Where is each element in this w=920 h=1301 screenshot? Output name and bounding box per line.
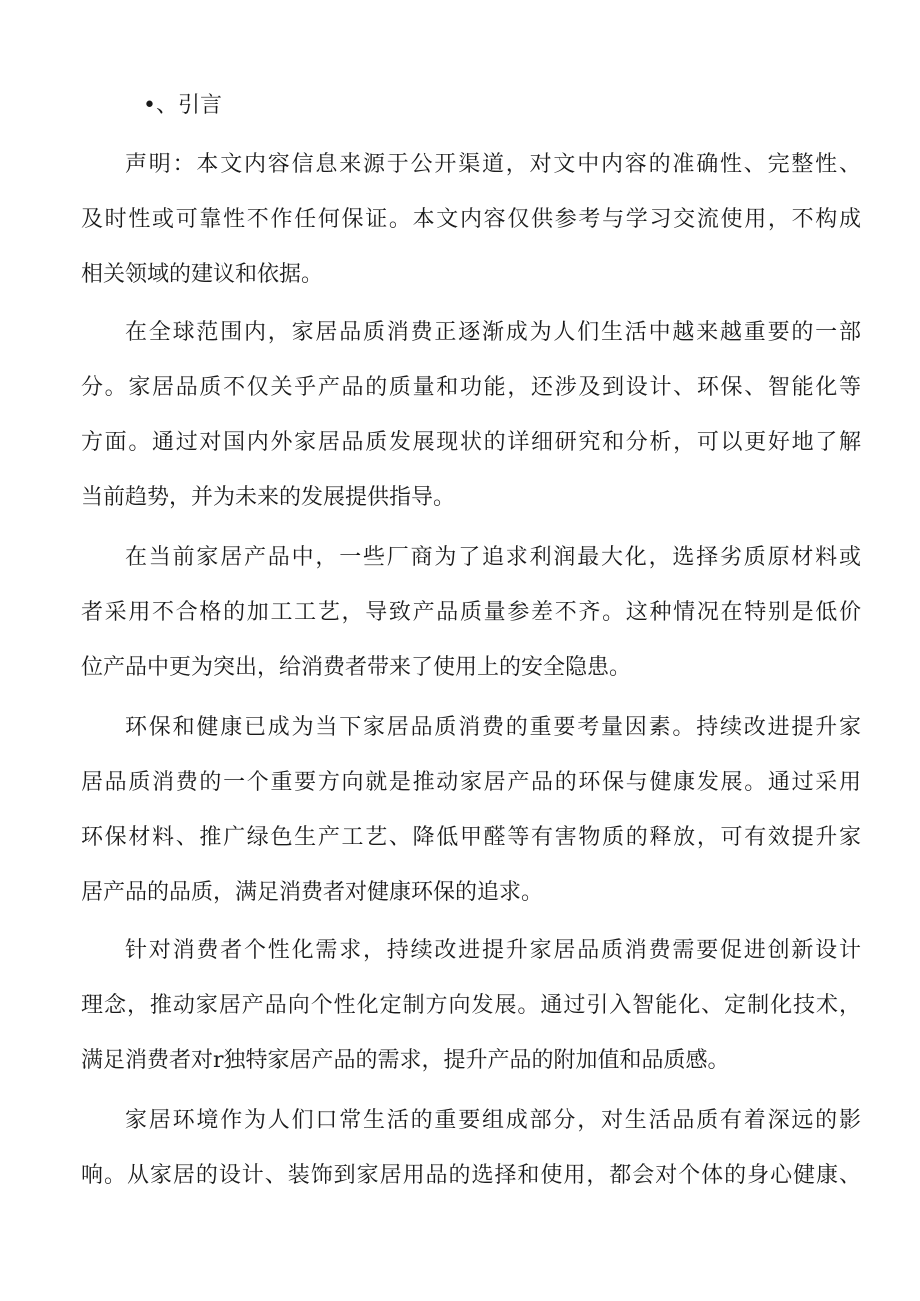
paragraph-line: 分。家居品质不仅关乎产品的质量和功能，还涉及到设计、环保、智能化等 xyxy=(81,375,861,400)
paragraph-line: 当前趋势，并为未来的发展提供指导。 xyxy=(81,485,456,510)
paragraph-line: 在当前家居产品中，一些厂商为了追求利润最大化，选择劣质原材料或 xyxy=(125,545,861,570)
paragraph-line: 家居环境作为人们口常生活的重要组成部分，对生活品质有着深远的影 xyxy=(125,1108,861,1133)
paragraph-line: 理念，推动家居产品向个性化定制方向发展。通过引入智能化、定制化技术， xyxy=(81,993,861,1018)
paragraph-personalization xyxy=(81,923,861,1088)
paragraph-disclaimer xyxy=(81,137,861,302)
paragraph-line: 环保和健康已成为当下家居品质消费的重要考量因素。持续改进提升家 xyxy=(125,715,861,740)
paragraph-line: 居品质消费的一个重要方向就是推动家居产品的环保与健康发展。通过采用 xyxy=(81,770,861,795)
paragraph-quality-issues xyxy=(81,530,861,695)
paragraph-line: 声明：本文内容信息来源于公开渠道，对文中内容的准确性、完整性、 xyxy=(125,152,861,177)
section-heading: •、引言 xyxy=(143,93,222,118)
paragraph-global-trend xyxy=(81,305,861,525)
paragraph-line: 相关领域的建议和依据。 xyxy=(81,262,324,287)
paragraph-line: 者采用不合格的加工工艺，导致产品质量参差不齐。这种情况在特别是低价 xyxy=(81,600,861,625)
paragraph-line: 针对消费者个性化需求，持续改进提升家居品质消费需要促进创新设计 xyxy=(125,938,861,963)
paragraph-line: 方面。通过对国内外家居品质发展现状的详细研究和分析，可以更好地了解 xyxy=(81,430,861,455)
paragraph-line: 响。从家居的设计、装饰到家居用品的选择和使用，都会对个体的身心健康、 xyxy=(81,1163,861,1188)
paragraph-home-environment xyxy=(81,1093,861,1203)
paragraph-line: 在全球范围内，家居品质消费正逐渐成为人们生活中越来越重要的一部 xyxy=(125,320,861,345)
paragraph-line: 位产品中更为突出，给消费者带来了使用上的安全隐患。 xyxy=(81,655,632,680)
paragraph-line: 居产品的品质，满足消费者对健康环保的追求。 xyxy=(81,880,544,905)
paragraph-line: 环保材料、推广绿色生产工艺、降低甲醛等有害物质的释放，可有效提升家 xyxy=(81,825,861,850)
paragraph-line: 满足消费者对r独特家居产品的需求，提升产品的附加值和品质感。 xyxy=(81,1048,730,1073)
paragraph-environmental-health xyxy=(81,700,861,920)
paragraph-line: 及时性或可靠性不作任何保证。本文内容仅供参考与学习交流使用，不构成 xyxy=(81,207,861,232)
